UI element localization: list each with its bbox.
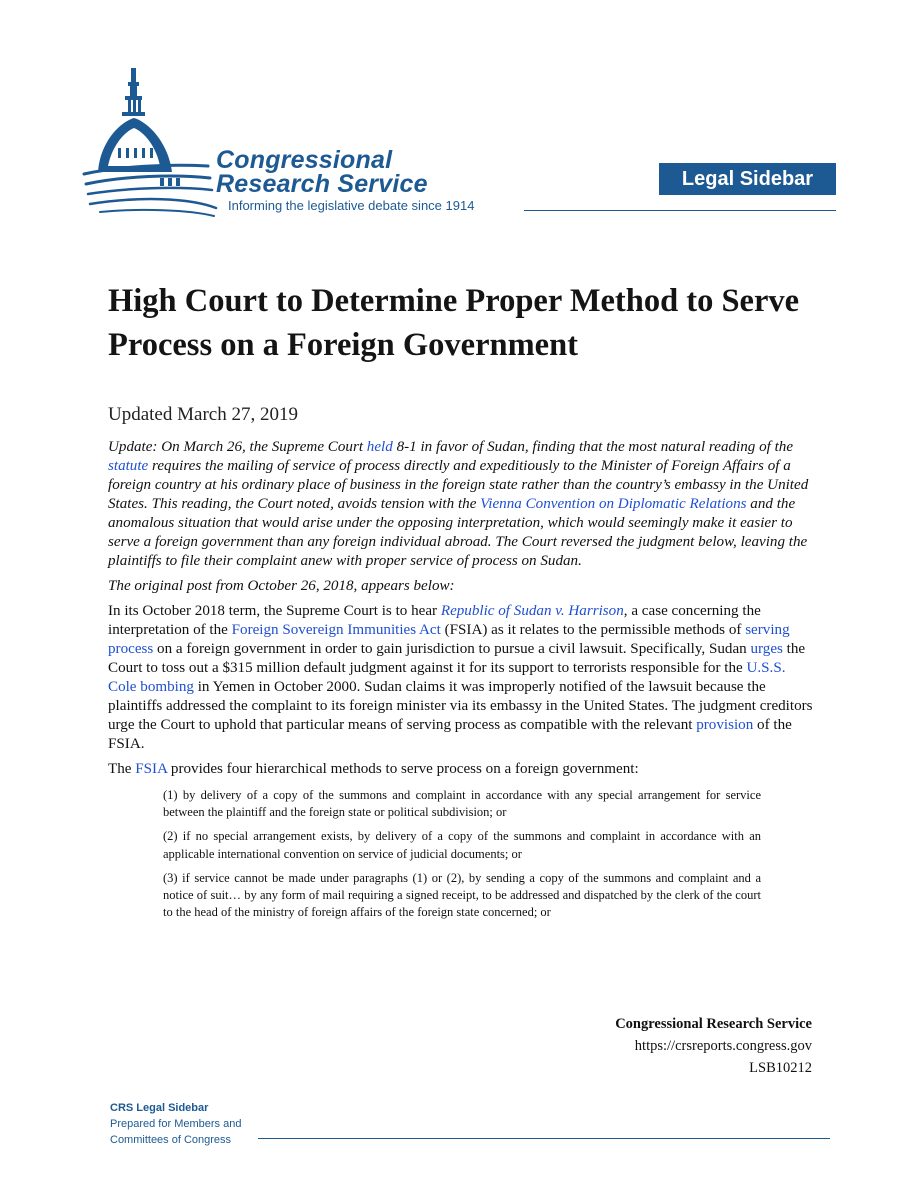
body-text: provides four hierarchical methods to serve process on a foreign government: [167,761,639,777]
link-uss-cole-bombing[interactable]: U.S.S. Cole bombing [108,660,786,695]
body-text: The [108,761,136,777]
link-vienna-convention[interactable]: Vienna Convention on Diplomatic Relations [480,496,747,512]
quote-item-1: (1) by delivery of a copy of the summons and complaint in accordance with any special arrangement for service between the plaintiff and the foreign state or political subdivision; or [163,788,761,820]
link-held[interactable]: held [366,439,393,455]
report-code: LSB10212 [749,1060,812,1076]
body-text: , a case concerning the interpretation of the [108,603,761,638]
footer-divider [258,1138,830,1139]
body-text: in Yemen in October 2000. Sudan claims it was improperly notified of the lawsuit because the plaintiffs addressed the complaint to its foreign minister via its embassy in the United States. The judgment creditors urge the Court to uphold that particular means of serving process as compatible with the relevant [108,679,813,733]
paragraph-intro [108,602,813,754]
legal-sidebar-badge: Legal Sidebar [659,163,836,195]
body-text: the Court to toss out a $315 million default judgment against it for its support to terrorists responsible for the [108,641,806,676]
footer-url[interactable]: https://crsreports.congress.gov [634,1038,812,1054]
footer-org-info [615,1013,812,1079]
body-text: of the FSIA. [108,717,792,752]
update-note [108,438,813,571]
updated-date: Updated March 27, 2019 [108,404,298,425]
update-text: and the anomalous situation that would arise under the opposing interpretation, which would seemingly make it easier to serve a foreign government than any foreign individual abroad. The Court reversed the judgment below, leaving the plaintiffs to file their complaint anew with proper service of process on Sudan. [108,496,808,569]
body-text: In its October 2018 term, the Supreme Court is to hear [108,603,441,619]
org-name-line2: Research Service [216,170,428,198]
link-provision[interactable]: provision [696,717,754,733]
link-serving-process[interactable]: serving process [108,622,790,657]
link-statute[interactable]: statute [108,458,149,474]
update-text: requires the mailing of service of process directly and expeditiously to the Minister of Foreign Affairs of a foreign country at his ordinary place of business in the foreign state rather than the country’s embassy in the United States. This reading, the Court noted, avoids tension with the [108,458,809,512]
quote-item-2: (2) if no special arrangement exists, by delivery of a copy of the summons and complaint in accordance with an applicable international convention on service of judicial documents; or [163,829,761,861]
link-urges[interactable]: urges [750,641,783,657]
org-tagline: Informing the legislative debate since 1914 [228,198,475,213]
update-text: 8-1 in favor of Sudan, finding that the most natural reading of the [392,439,794,455]
update-text: Update: On March 26, the Supreme Court [108,439,367,455]
link-republic-of-sudan[interactable]: Republic of Sudan v. Harrison [440,603,624,619]
link-fsia[interactable]: FSIA [135,761,168,777]
link-fsia-act[interactable]: Foreign Sovereign Immunities Act [231,622,441,638]
article-body [108,438,813,928]
body-text: (FSIA) as it relates to the permissible methods of [440,622,746,638]
header-divider [524,210,836,211]
statute-quote [163,787,761,921]
footer-series-line2: Prepared for Members and [110,1118,242,1130]
footer-series-line3: Committees of Congress [110,1134,232,1146]
footer-series [110,1100,241,1148]
page-title: High Court to Determine Proper Method to Serve Process on a Foreign Government [108,283,800,363]
footer-series-title: CRS Legal Sidebar [110,1102,209,1114]
footer-org-name: Congressional Research Service [615,1016,812,1032]
original-post-note: The original post from October 26, 2018, appears below: [108,578,455,594]
quote-item-3: (3) if service cannot be made under paragraphs (1) or (2), by sending a copy of the summons and complaint and a notice of suit… by any form of mail requiring a signed receipt, to be addressed and dispatched by the clerk of the court to the head of the ministry of foreign affairs of the foreign state concerned; or [163,870,761,920]
paragraph-fsia-methods [108,760,813,779]
body-text: on a foreign government in order to gain jurisdiction to pursue a civil lawsuit. Specifically, Sudan [153,641,751,657]
org-name-line1: Congressional [216,146,393,174]
